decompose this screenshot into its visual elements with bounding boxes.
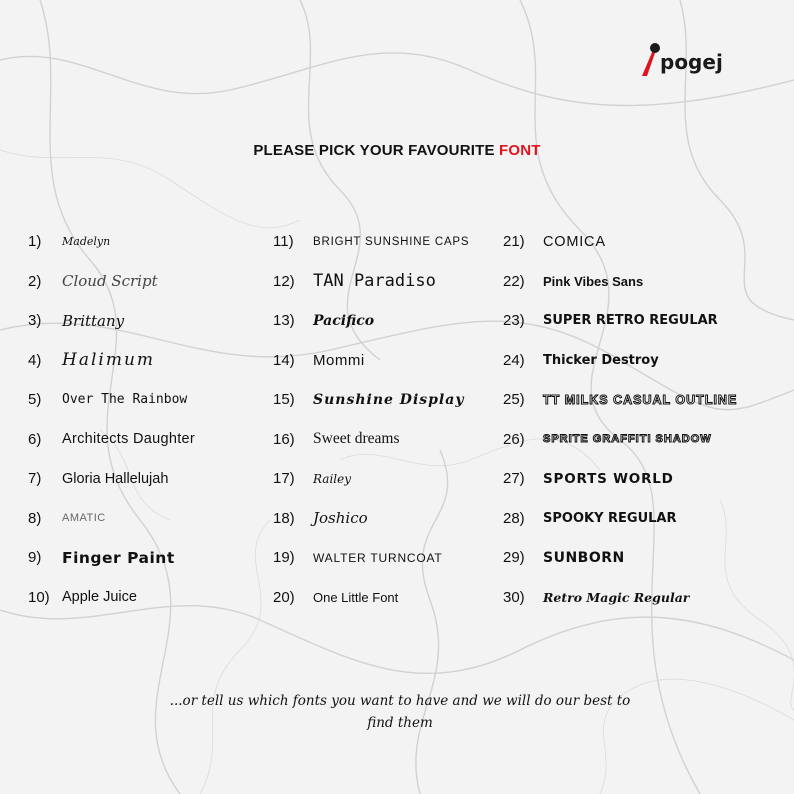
font-number: 26) <box>503 430 525 448</box>
font-name: AMATIC <box>62 512 106 525</box>
font-name: Apple Juice <box>62 589 137 606</box>
font-option[interactable] <box>503 538 753 578</box>
font-option[interactable] <box>273 222 523 262</box>
font-column-1 <box>28 222 278 617</box>
font-number: 4) <box>28 351 42 369</box>
font-number: 6) <box>28 430 42 448</box>
font-number: 12) <box>273 272 295 290</box>
font-number: 10) <box>28 588 50 606</box>
font-number: 27) <box>503 470 525 488</box>
font-number: 17) <box>273 470 295 488</box>
font-name: WALTER TURNCOAT <box>313 550 443 565</box>
font-name: Madelyn <box>62 235 111 249</box>
font-option[interactable] <box>28 499 278 539</box>
font-option[interactable] <box>273 301 523 341</box>
font-name: Railey <box>313 471 352 486</box>
font-name: SPRITE GRAFFITI SHADOW <box>543 433 712 446</box>
font-number: 11) <box>273 233 294 251</box>
font-option[interactable] <box>503 341 753 381</box>
font-name: Over The Rainbow <box>62 392 188 408</box>
font-option[interactable] <box>503 459 753 499</box>
font-option[interactable] <box>273 380 523 420</box>
font-option[interactable] <box>503 578 753 618</box>
font-option[interactable] <box>273 262 523 302</box>
font-name: Finger Paint <box>62 548 175 567</box>
font-name: SPOOKY REGULAR <box>543 510 677 526</box>
font-option[interactable] <box>273 420 523 460</box>
font-option[interactable] <box>28 380 278 420</box>
font-option[interactable] <box>503 380 753 420</box>
font-number: 24) <box>503 351 525 369</box>
font-name: Sunshine Display <box>313 391 465 408</box>
font-number: 7) <box>28 470 42 488</box>
font-name: Brittany <box>62 311 125 330</box>
font-number: 29) <box>503 549 525 567</box>
font-name: One Little Font <box>313 589 399 605</box>
font-column-3 <box>503 222 753 617</box>
page-title-text: PLEASE PICK YOUR FAVOURITE <box>253 142 495 159</box>
footer-line-1: ...or tell us which fonts you want to have and we will do our best to <box>169 693 631 709</box>
font-name: Architects Daughter <box>62 431 196 448</box>
font-option[interactable] <box>503 499 753 539</box>
footer-note <box>120 690 680 734</box>
font-number: 20) <box>273 588 295 606</box>
font-number: 18) <box>273 509 295 527</box>
font-number: 16) <box>273 430 295 448</box>
font-option[interactable] <box>28 578 278 618</box>
font-name: Sweet dreams <box>313 430 400 448</box>
font-number: 19) <box>273 549 295 567</box>
font-number: 5) <box>28 391 42 409</box>
font-name: TAN Paradiso <box>313 271 436 292</box>
font-option[interactable] <box>273 578 523 618</box>
font-number: 30) <box>503 588 525 606</box>
font-number: 28) <box>503 509 525 527</box>
font-option[interactable] <box>503 262 753 302</box>
font-column-2 <box>273 222 523 617</box>
font-option[interactable] <box>273 459 523 499</box>
font-name: SPORTS WORLD <box>543 470 674 487</box>
font-name: Joshico <box>313 509 368 528</box>
font-number: 8) <box>28 509 42 527</box>
font-option[interactable] <box>28 301 278 341</box>
font-name: SUNBORN <box>543 549 625 566</box>
font-option[interactable] <box>273 499 523 539</box>
font-number: 1) <box>28 233 42 251</box>
font-name: Halimum <box>62 350 156 371</box>
font-number: 25) <box>503 391 525 409</box>
brand-name: pogej <box>660 50 723 74</box>
font-option[interactable] <box>28 420 278 460</box>
font-number: 15) <box>273 391 295 409</box>
font-option[interactable] <box>28 459 278 499</box>
font-name: Pacifico <box>313 312 375 329</box>
brand-mark-icon <box>640 42 662 78</box>
font-number: 21) <box>503 233 525 251</box>
font-number: 13) <box>273 312 295 330</box>
footer-line-2: find them <box>367 715 433 731</box>
font-option[interactable] <box>273 341 523 381</box>
font-name: Gloria Hallelujah <box>62 470 169 487</box>
font-option[interactable] <box>503 222 753 262</box>
font-option[interactable] <box>28 222 278 262</box>
font-name: Thicker Destroy <box>543 352 659 368</box>
font-option[interactable] <box>28 262 278 302</box>
font-name: Retro Magic Regular <box>543 589 690 605</box>
font-number: 3) <box>28 312 42 330</box>
font-number: 14) <box>273 351 295 369</box>
font-name: BRIGHT SUNSHINE CAPS <box>313 235 470 248</box>
font-option[interactable] <box>28 538 278 578</box>
font-name: TT MILKS CASUAL OUTLINE <box>543 392 738 407</box>
font-option[interactable] <box>503 420 753 460</box>
font-name: Mommi <box>313 351 365 369</box>
page-title-accent: FONT <box>499 142 541 159</box>
font-name: SUPER RETRO REGULAR <box>543 313 718 329</box>
font-option[interactable] <box>273 538 523 578</box>
font-number: 9) <box>28 549 42 567</box>
font-name: Cloud Script <box>62 272 158 291</box>
font-number: 22) <box>503 272 525 290</box>
font-number: 23) <box>503 312 525 330</box>
font-option[interactable] <box>28 341 278 381</box>
font-name: COMICA <box>543 233 606 250</box>
font-option[interactable] <box>503 301 753 341</box>
font-number: 2) <box>28 272 42 290</box>
page-title <box>0 142 794 159</box>
font-name: Pink Vibes Sans <box>543 273 644 289</box>
brand-logo <box>640 38 723 78</box>
